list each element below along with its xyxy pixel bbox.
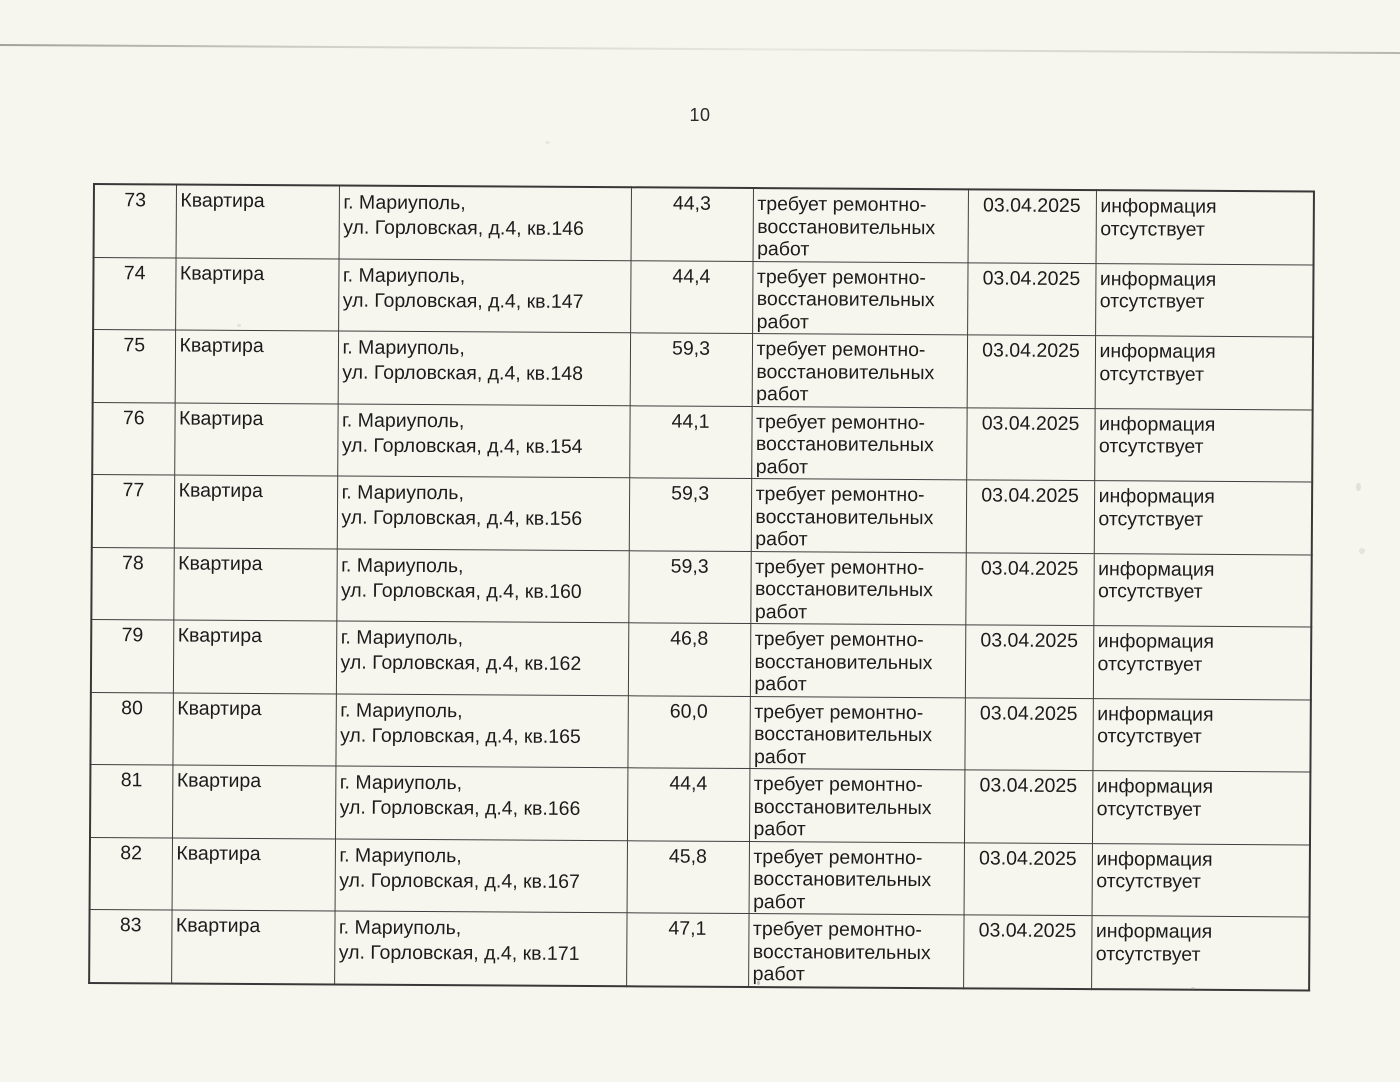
- table-row: [92, 475, 1312, 555]
- address-street-line: ул. Горловская, д.4, кв.160: [340, 579, 582, 603]
- address-street-line: ул. Горловская, д.4, кв.162: [340, 651, 582, 675]
- cell-address: [338, 259, 630, 333]
- address-street-line: ул. Горловская, д.4, кв.146: [343, 216, 584, 240]
- address-street-line: ул. Горловская, д.4, кв.166: [339, 796, 581, 820]
- cell-area: 59,3: [630, 333, 752, 406]
- cell-date: 03.04.2025: [968, 189, 1096, 263]
- address-street-line: ул. Горловская, д.4, кв.156: [341, 506, 583, 530]
- table-row: [91, 547, 1311, 627]
- cell-info: информация отсутствует: [1094, 408, 1312, 482]
- scan-artifact-top-line: [0, 44, 1400, 54]
- cell-address: [334, 911, 626, 986]
- cell-status: требует ремонтно-восстановительных работ: [749, 696, 964, 770]
- cell-status: требует ремонтно-восстановительных работ: [752, 261, 967, 335]
- cell-status: требует ремонтно-восстановительных работ: [752, 334, 967, 408]
- cell-status: требует ремонтно-восстановительных работ: [750, 624, 965, 698]
- cell-date: 03.04.2025: [966, 407, 1094, 480]
- cell-row-number: 82: [90, 837, 172, 910]
- cell-address: [337, 476, 629, 550]
- address-city-line: г. Мариуполь,: [340, 626, 464, 650]
- cell-address: [335, 838, 627, 912]
- page-number: 10: [689, 105, 711, 125]
- table-row: [91, 619, 1311, 699]
- cell-object-type: Квартира: [172, 765, 335, 838]
- address-city-line: г. Мариуполь,: [339, 771, 463, 795]
- address-city-line: г. Мариуполь,: [338, 916, 462, 940]
- table-row: [90, 837, 1310, 917]
- table-row: [90, 764, 1310, 844]
- cell-area: 46,8: [628, 623, 750, 696]
- cell-status: требует ремонтно-восстановительных работ: [753, 188, 968, 262]
- scan-speck: [1359, 548, 1365, 554]
- cell-row-number: 79: [91, 619, 173, 692]
- cell-info: информация отсутствует: [1092, 771, 1310, 845]
- cell-row-number: 73: [94, 184, 176, 257]
- cell-status: требует ремонтно-восстановительных работ: [748, 914, 963, 988]
- address-street-line: ул. Горловская, д.4, кв.167: [339, 869, 580, 893]
- address-city-line: г. Мариуполь,: [343, 191, 466, 215]
- cell-date: 03.04.2025: [967, 335, 1095, 408]
- cell-info: информация отсутствует: [1091, 916, 1309, 990]
- cell-date: 03.04.2025: [967, 262, 1095, 335]
- cell-address: [335, 693, 627, 767]
- address-city-line: г. Мариуполь,: [340, 699, 463, 722]
- cell-info: информация отсутствует: [1092, 698, 1310, 772]
- cell-row-number: 74: [93, 257, 175, 330]
- cell-area: 45,8: [627, 840, 749, 913]
- address-city-line: г. Мариуполь,: [342, 264, 466, 287]
- scan-speck: [1356, 483, 1361, 491]
- cell-row-number: 78: [91, 547, 173, 620]
- cell-date: 03.04.2025: [964, 842, 1092, 915]
- cell-status: требует ремонтно-восстановительных работ: [751, 406, 966, 480]
- cell-area: 44,4: [630, 260, 752, 333]
- table-row: [89, 909, 1309, 989]
- cell-object-type: Квартира: [176, 185, 339, 259]
- cell-row-number: 81: [90, 764, 172, 837]
- cell-object-type: Квартира: [173, 620, 336, 693]
- address-street-line: ул. Горловская, д.4, кв.171: [338, 941, 580, 965]
- cell-info: информация отсутствует: [1095, 263, 1313, 337]
- table-row: [93, 257, 1313, 337]
- cell-date: 03.04.2025: [965, 552, 1093, 625]
- cell-object-type: Квартира: [173, 548, 336, 621]
- table-row: [93, 330, 1313, 410]
- cell-object-type: Квартира: [175, 258, 338, 331]
- address-city-line: г. Мариуполь,: [341, 481, 464, 505]
- cell-info: информация отсутствует: [1096, 190, 1314, 264]
- cell-info: информация отсутствует: [1094, 481, 1312, 555]
- cell-date: 03.04.2025: [963, 915, 1091, 989]
- cell-object-type: Квартира: [172, 837, 335, 910]
- address-street-line: ул. Горловская, д.4, кв.154: [341, 434, 583, 458]
- cell-area: 44,4: [627, 768, 749, 841]
- cell-area: 44,1: [629, 405, 751, 478]
- cell-info: информация отсутствует: [1092, 843, 1310, 917]
- cell-row-number: 83: [89, 909, 171, 982]
- address-street-line: ул. Горловская, д.4, кв.165: [340, 724, 581, 748]
- cell-info: информация отсутствует: [1093, 626, 1311, 700]
- address-street-line: ул. Горловская, д.4, кв.148: [342, 361, 584, 385]
- cell-object-type: Квартира: [175, 330, 338, 403]
- cell-date: 03.04.2025: [964, 697, 1092, 770]
- table-row: [90, 692, 1310, 772]
- address-city-line: г. Мариуполь,: [341, 409, 465, 432]
- cell-info: информация отсутствует: [1093, 553, 1311, 627]
- cell-status: требует ремонтно-восстановительных работ: [751, 479, 966, 553]
- property-table: [88, 183, 1315, 991]
- cell-area: 59,3: [628, 550, 750, 623]
- address-street-line: ул. Горловская, д.4, кв.147: [342, 289, 584, 313]
- cell-status: требует ремонтно-восстановительных работ: [749, 769, 964, 843]
- cell-row-number: 75: [93, 330, 175, 403]
- cell-address: [336, 548, 628, 622]
- cell-row-number: 80: [90, 692, 172, 765]
- address-city-line: г. Мариуполь,: [342, 336, 465, 360]
- cell-date: 03.04.2025: [964, 770, 1092, 843]
- property-table-container: [88, 183, 1315, 991]
- cell-area: 59,3: [629, 478, 751, 551]
- cell-area: 60,0: [627, 695, 749, 768]
- cell-area: 44,3: [631, 187, 753, 261]
- cell-area: 47,1: [626, 913, 748, 987]
- table-row: [92, 402, 1312, 482]
- property-table-body: [89, 184, 1314, 990]
- scan-speck: [545, 141, 550, 144]
- cell-info: информация отсутствует: [1095, 336, 1313, 410]
- cell-address: [335, 766, 627, 840]
- address-city-line: г. Мариуполь,: [341, 554, 464, 577]
- cell-object-type: Квартира: [174, 403, 337, 476]
- cell-row-number: 77: [92, 475, 174, 548]
- table-row: [94, 184, 1314, 264]
- cell-date: 03.04.2025: [966, 480, 1094, 553]
- address-city-line: г. Мариуполь,: [339, 844, 462, 867]
- cell-status: требует ремонтно-восстановительных работ: [750, 551, 965, 625]
- cell-object-type: Квартира: [171, 910, 334, 984]
- cell-address: [337, 403, 629, 477]
- cell-address: [339, 186, 631, 261]
- cell-address: [338, 331, 630, 405]
- cell-row-number: 76: [92, 402, 174, 475]
- cell-status: требует ремонтно-восстановительных работ: [749, 841, 964, 915]
- cell-address: [336, 621, 628, 695]
- cell-date: 03.04.2025: [965, 625, 1093, 698]
- cell-object-type: Квартира: [174, 475, 337, 548]
- cell-object-type: Квартира: [172, 692, 335, 765]
